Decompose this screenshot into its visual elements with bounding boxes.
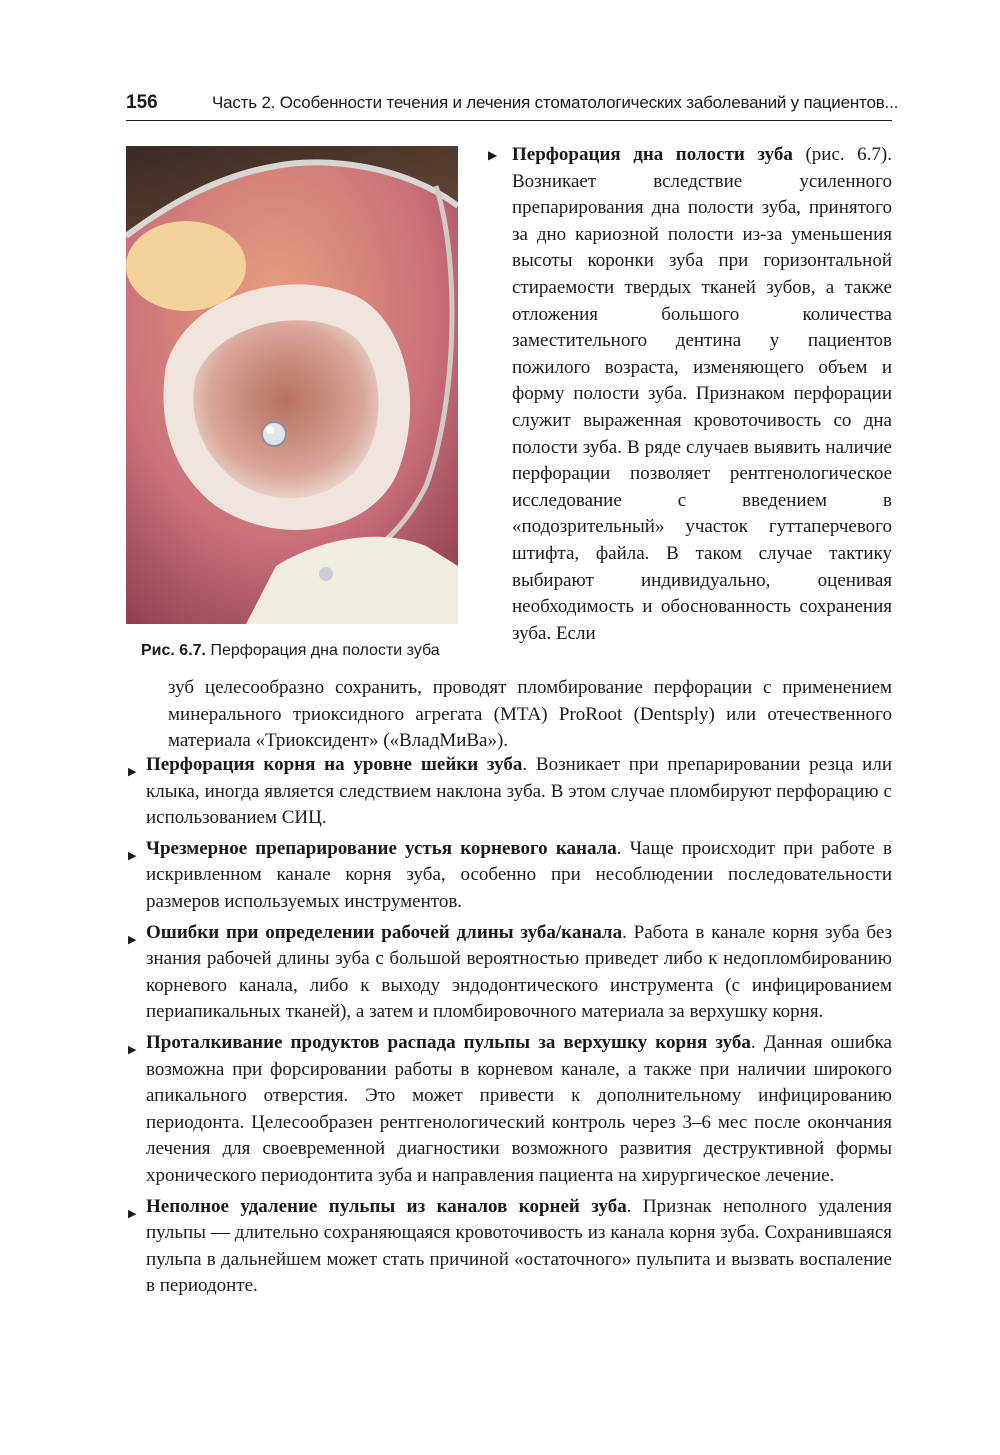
bullet-arrow-icon: ▶ — [128, 849, 137, 862]
list-item — [128, 1030, 892, 1190]
error-list — [128, 752, 892, 1304]
tooth-photo-illustration — [126, 146, 458, 624]
bullet-arrow-icon: ▶ — [128, 933, 137, 946]
list-item-term: Ошибки при определении рабочей длины зуба/канала — [146, 921, 623, 943]
list-item-term: Неполное удаление пульпы из каналов корней зуба — [146, 1195, 627, 1217]
intro-term: Перфорация дна полости зуба — [512, 144, 793, 165]
list-item-term: Перфорация корня на уровне шейки зуба — [146, 754, 523, 775]
bullet-arrow-icon: ▶ — [128, 1043, 137, 1056]
intro-text: (рис. 6.7). Возникает вследствие усиленного препарирования дна полости зуба, принятого за дно кариозной полости из-за уменьшения высоты коронки зуба при горизонтальной стираемости твердых тканей зубов, а также отложения большого количества заместительного дентина у пациентов пожилого возраста, изменяющего объем и форму полости зуба. Признаком перфорации служит выраженная кровоточивость со дна полости зуба. В ряде случаев выявить наличие перфорации позволяет рентгенологическое исследование с введением в «подозрительный» участок гуттаперчевого штифта, файла. В таком случае тактику выбирают индивидуально, оценивая необходимость и обоснованность сохранения зуба. Если — [512, 144, 892, 644]
figure-caption-label: Рис. 6.7. — [141, 642, 206, 659]
list-item-term: Проталкивание продуктов распада пульпы за верхушку корня зуба — [146, 1031, 751, 1053]
bullet-arrow-icon: ▶ — [488, 148, 498, 162]
list-item-term: Чрезмерное препарирование устья корневого канала — [146, 837, 617, 859]
bullet-arrow-icon: ▶ — [128, 1207, 137, 1220]
running-title: Часть 2. Особенности течения и лечения стоматологических заболеваний у пациентов... — [212, 93, 899, 112]
bullet-arrow-icon: ▶ — [128, 766, 137, 778]
list-item — [128, 836, 892, 916]
list-item — [128, 752, 892, 832]
intro-continuation: зуб целесообразно сохранить, проводят пломбирование перфорации с применением минерального триоксидного агрегата (МТА) ProRoot (Dentsply) или отечественного материала «Триоксидент» («ВладМиВа»). — [168, 677, 892, 752]
list-item-text: . Данная ошибка возможна при форсировании работы в корневом канале, а также при наличии широкого апикального отверстия. Это может привести к дополнительному инфицированию периодонта. Целесообразен рентгенологический контроль через 3–6 мес после окончания лечения для своевременной диагностики возможного развития деструктивной формы хронического периодонтита зуба и направления пациента на хирургическое лечение. — [146, 1031, 892, 1186]
header-rule — [126, 120, 892, 121]
list-item — [128, 920, 892, 1026]
list-item-text: . Возникает при препарировании резца или клыка, иногда является следствием наклона зуба. В этом случае пломбируют перфорацию с использованием СИЦ. — [146, 754, 892, 829]
list-item — [128, 1194, 892, 1300]
figure-caption — [141, 642, 440, 660]
figure-caption-text: Перфорация дна полости зуба — [210, 642, 440, 659]
list-item-text: . Признак неполного удаления пульпы — длительно сохраняющаяся кровоточивость из канала корня зуба. Сохранившаяся пульпа в дальнейшем может стать причиной «остаточного» пульпита и вызвать воспаление в периодонте. — [146, 1195, 892, 1297]
figure-dental-photo — [126, 146, 458, 624]
list-item-text: . Работа в канале корня зуба без знания рабочей длины зуба с большой вероятностью приведет либо к недопломбированию корневого канала, либо к выходу эндодонтического инструмента (с инфицированием периапикальных тканей), а затем и пломбировочного материала за верхушку корня. — [146, 921, 892, 1023]
intro-paragraph — [488, 142, 892, 647]
page-header — [126, 84, 899, 120]
list-item-text: . Чаще происходит при работе в искривленном канале корня зуба, особенно при несоблюдении последовательности размеров используемых инструментов. — [146, 837, 892, 912]
page-number: 156 — [126, 92, 158, 113]
